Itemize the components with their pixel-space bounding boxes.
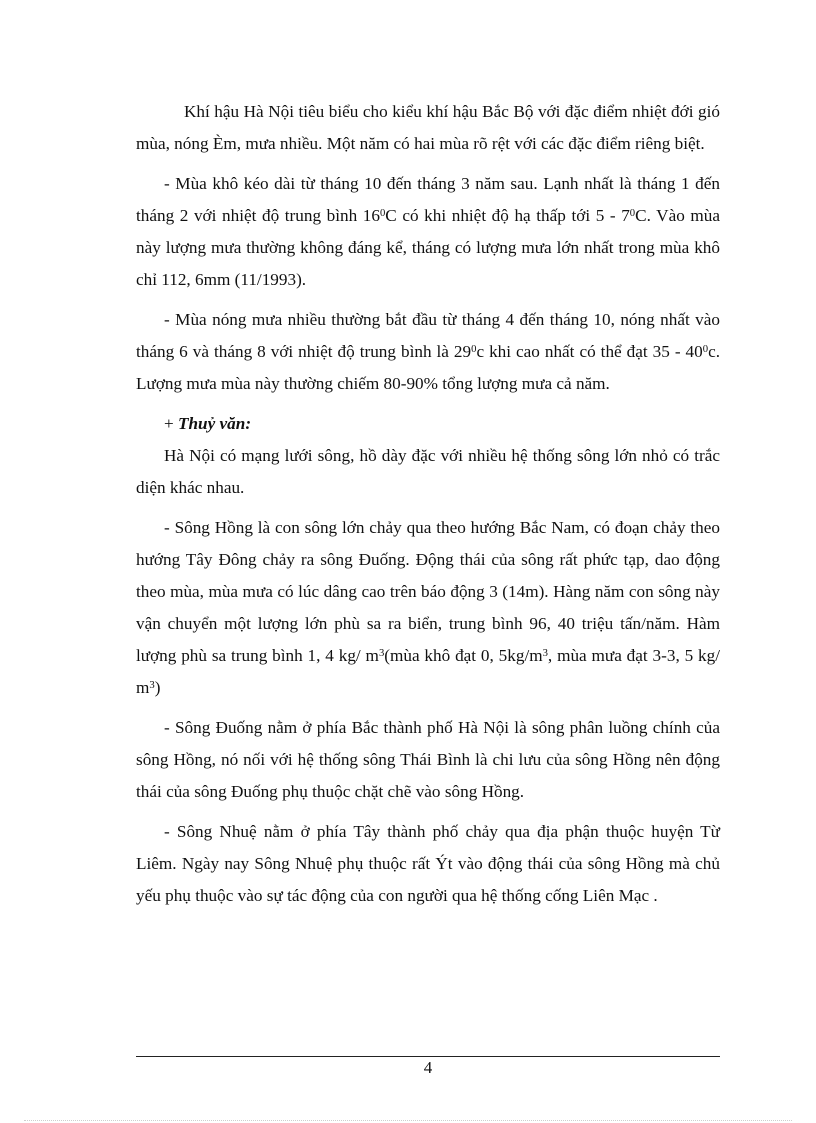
- heading-bullet: +: [164, 414, 178, 433]
- degree-superscript: 0: [379, 208, 386, 220]
- section-heading: [136, 408, 720, 440]
- degree-superscript: 0: [471, 344, 477, 356]
- dry-season-text-b: C có khi nhiệt độ hạ thấp tới 5 - 7: [385, 206, 630, 225]
- degree-superscript: 0: [629, 208, 636, 220]
- wet-season-paragraph: [136, 304, 720, 400]
- cubic-superscript: 3: [542, 648, 548, 660]
- document-body: [136, 96, 720, 912]
- hydrology-heading: Thuỷ văn:: [178, 414, 252, 433]
- degree-superscript: 0: [702, 344, 709, 356]
- page-bottom-edge: [24, 1120, 792, 1121]
- cubic-superscript: 3: [378, 648, 385, 660]
- red-river-text-d: ): [154, 678, 161, 697]
- dry-season-text-c: C. Vào mùa này lượng mưa thường không đáng kể, tháng có lượng mưa lớn nhất trong mùa khô chỉ 112, 6mm (11/1993).: [136, 206, 720, 289]
- wet-season-text-c: c. Lượng mưa mùa này thường chiếm 80-90% tổng lượng mưa cả năm.: [136, 342, 720, 393]
- duong-river-paragraph: - Sông Đuống nằm ở phía Bắc thành phố Hà Nội là sông phân luồng chính của sông Hồng, nó nối với hệ thống sông Thái Bình là chi lưu của sông Hồng nên động thái của sông Đuống phụ thuộc chặt chẽ vào sông Hồng.: [136, 718, 720, 801]
- red-river-text-c: , mùa mưa đạt 3-3, 5 kg/ m: [136, 646, 720, 697]
- nhue-river-paragraph: - Sông Nhuệ nằm ở phía Tây thành phố chảy qua địa phận thuộc huyện Từ Liêm. Ngày nay Sông Nhuệ phụ thuộc rất Ýt vào động thái của sông Hồng mà chủ yếu phụ thuộc vào sự tác động của con người qua hệ thống cống Liên Mạc .: [136, 822, 720, 905]
- red-river-text-a: - Sông Hồng là con sông lớn chảy qua theo hướng Bắc Nam, có đoạn chảy theo hướng Tây Đông chảy ra sông Đuống. Động thái của sông rất phức tạp, dao động theo mùa, mùa mưa có lúc dâng cao trên báo động 3 (14m). Hàng năm con sông này vận chuyển một lượng lớn phù sa ra biển, trung bình 96, 40 triệu tấn/năm. Hàm lượng phù sa trung bình 1, 4 kg/ m: [136, 518, 720, 665]
- red-river-text-b: (mùa khô đạt 0, 5kg/m: [384, 646, 543, 665]
- red-river-paragraph: [136, 512, 720, 704]
- dry-season-text-a: - Mùa khô kéo dài từ tháng 10 đến tháng 3 năm sau. Lạnh nhất là tháng 1 đến tháng 2 với nhiệt độ trung bình 16: [136, 174, 720, 225]
- cubic-superscript: 3: [149, 680, 155, 692]
- wet-season-text-b: c khi cao nhất có thể đạt 35 - 40: [476, 342, 703, 361]
- wet-season-text-a: - Mùa nóng mưa nhiều thường bắt đầu từ tháng 4 đến tháng 10, nóng nhất vào tháng 6 và tháng 8 với nhiệt độ trung bình là 29: [136, 310, 720, 361]
- river-network-paragraph: Hà Nội có mạng lưới sông, hồ dày đặc với nhiều hệ thống sông lớn nhỏ có trắc diện khác nhau.: [136, 446, 720, 497]
- climate-intro-paragraph: Khí hậu Hà Nội tiêu biểu cho kiểu khí hậu Bắc Bộ với đặc điểm nhiệt đới gió mùa, nóng Èm, mưa nhiều. Một năm có hai mùa rõ rệt với các đặc điểm riêng biệt.: [136, 102, 720, 153]
- dry-season-paragraph: [136, 168, 720, 296]
- page-number: 4: [423, 1058, 433, 1077]
